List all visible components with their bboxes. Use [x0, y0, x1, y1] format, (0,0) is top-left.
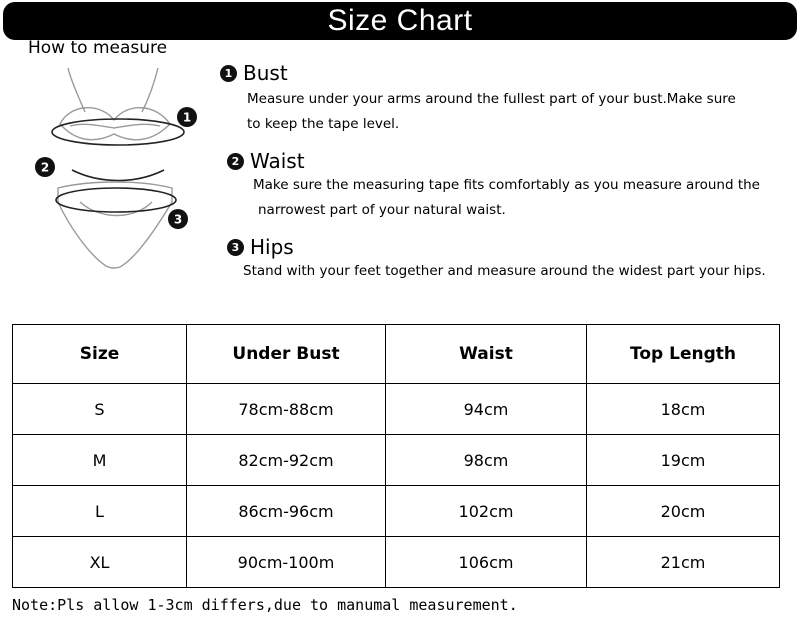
bikini-top-illustration — [60, 68, 170, 140]
size-cell: M — [13, 435, 187, 486]
waist-tape-line — [72, 170, 164, 181]
marker-2-label: 2 — [40, 160, 50, 175]
waist-cell: 94cm — [386, 384, 587, 435]
bust-line-1: Measure under your arms around the fullest part of your bust.Make sure — [247, 91, 736, 107]
marker-3-label: 3 — [173, 212, 183, 227]
marker-1-label: 1 — [182, 110, 192, 125]
hips-tape-line — [56, 188, 176, 212]
table-header-row — [13, 325, 780, 384]
waist-title: Waist — [250, 149, 305, 173]
table-row — [13, 486, 780, 537]
step-number-badge: 3 — [227, 239, 244, 256]
hips-line-1: Stand with your feet together and measure around the widest part your hips. — [243, 263, 766, 279]
waist-cell: 106cm — [386, 537, 587, 588]
marker-1 — [177, 107, 197, 127]
under-bust-cell: 82cm-92cm — [187, 435, 386, 486]
bust-title: Bust — [243, 61, 288, 85]
waist-cell: 102cm — [386, 486, 587, 537]
bikini-measure-diagram — [30, 62, 205, 277]
how-to-measure-label: How to measure — [28, 38, 168, 58]
top-length-cell: 20cm — [587, 486, 780, 537]
page-title: Size Chart — [327, 4, 473, 37]
hips-title: Hips — [250, 235, 294, 259]
waist-cell: 98cm — [386, 435, 587, 486]
measurement-note: Note:Pls allow 1-3cm differs,due to manumal measurement. — [12, 596, 518, 614]
table-row — [13, 537, 780, 588]
under-bust-cell: 78cm-88cm — [187, 384, 386, 435]
bust-step — [220, 61, 736, 137]
header-size: Size — [13, 325, 187, 384]
marker-2 — [35, 157, 55, 177]
bust-tape-line — [52, 119, 184, 145]
waist-line-1: Make sure the measuring tape fits comfortably as you measure around the — [253, 177, 760, 193]
size-cell: XL — [13, 537, 187, 588]
header-top-length: Top Length — [587, 325, 780, 384]
bust-description — [247, 87, 736, 137]
bust-line-2: to keep the tape level. — [247, 116, 400, 132]
top-length-cell: 21cm — [587, 537, 780, 588]
waist-description — [253, 173, 760, 223]
under-bust-cell: 90cm-100m — [187, 537, 386, 588]
bikini-bottom-illustration — [58, 182, 172, 268]
top-length-cell: 18cm — [587, 384, 780, 435]
table-row — [13, 435, 780, 486]
header-under-bust: Under Bust — [187, 325, 386, 384]
marker-3 — [168, 209, 188, 229]
size-table — [12, 324, 780, 588]
table-row — [13, 384, 780, 435]
waist-step — [227, 149, 760, 223]
hips-step — [227, 235, 766, 284]
under-bust-cell: 86cm-96cm — [187, 486, 386, 537]
waist-line-2: narrowest part of your natural waist. — [258, 202, 506, 218]
hips-description — [243, 259, 766, 284]
step-number-badge: 2 — [227, 153, 244, 170]
size-cell: L — [13, 486, 187, 537]
header-waist: Waist — [386, 325, 587, 384]
top-length-cell: 19cm — [587, 435, 780, 486]
size-cell: S — [13, 384, 187, 435]
title-banner — [3, 2, 797, 40]
step-number-badge: 1 — [220, 65, 237, 82]
